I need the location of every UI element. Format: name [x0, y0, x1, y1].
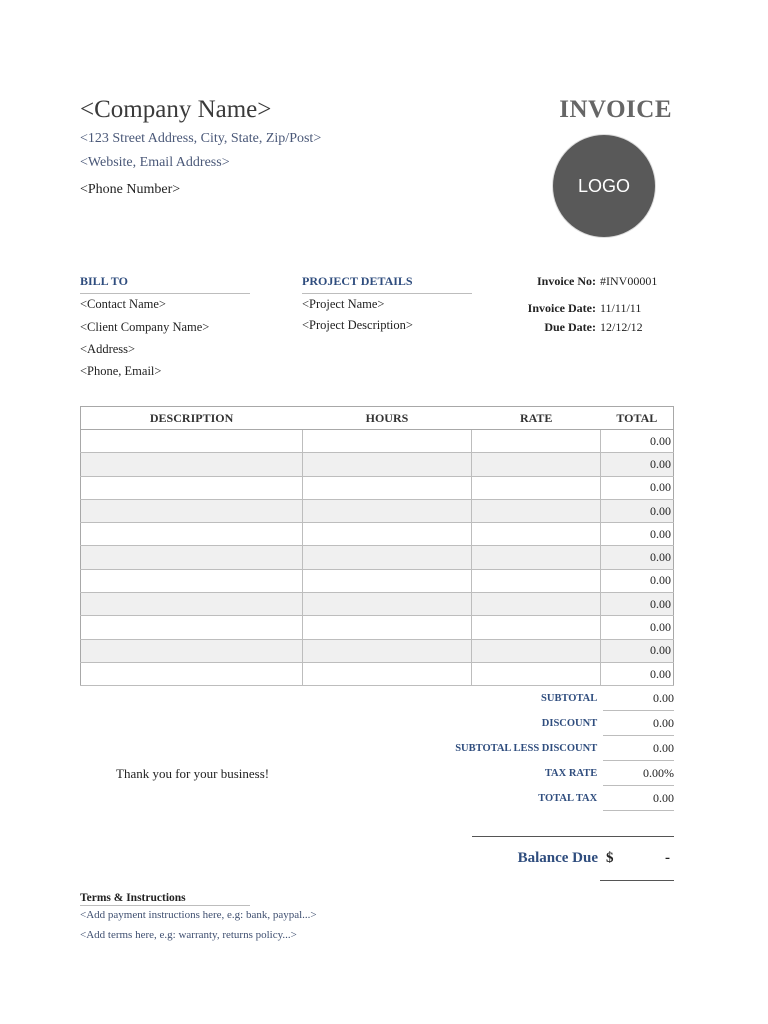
logo-text: LOGO: [577, 175, 630, 196]
cell-hours[interactable]: [302, 639, 472, 662]
table-row: [81, 453, 674, 476]
due-date-label: Due Date:: [544, 320, 596, 334]
cell-rate[interactable]: [472, 453, 601, 476]
cell-total: 0.00: [601, 430, 674, 453]
bill-to-phone-email: <Phone, Email>: [80, 364, 162, 378]
cell-rate[interactable]: [472, 639, 601, 662]
table-row: [81, 476, 674, 499]
table-row: [81, 639, 674, 662]
balance-divider-bottom: [600, 880, 674, 881]
cell-rate[interactable]: [472, 523, 601, 546]
table-row: [81, 523, 674, 546]
cell-rate[interactable]: [472, 569, 601, 592]
balance-due-label: Balance Due: [517, 850, 598, 866]
logo: [553, 135, 655, 237]
subtotal-less-discount-label: SUBTOTAL LESS DISCOUNT: [455, 743, 598, 754]
column-header-rate: RATE: [472, 407, 601, 430]
total-tax-label: TOTAL TAX: [538, 793, 598, 804]
cell-description[interactable]: [81, 499, 303, 522]
column-header-total: TOTAL: [601, 407, 674, 430]
thank-you-note: Thank you for your business!: [116, 766, 270, 781]
totals-summary: [440, 686, 674, 811]
cell-hours[interactable]: [302, 569, 472, 592]
cell-total: 0.00: [601, 593, 674, 616]
cell-total: 0.00: [601, 453, 674, 476]
terms-heading: Terms & Instructions: [80, 892, 250, 906]
company-web-email: <Website, Email Address>: [80, 155, 230, 170]
discount-label: DISCOUNT: [541, 718, 598, 729]
discount-row: [440, 711, 674, 736]
bill-to-address: <Address>: [80, 342, 136, 356]
tax-rate-row: [440, 761, 674, 786]
cell-description[interactable]: [81, 593, 303, 616]
total-tax-value: 0.00: [603, 786, 674, 811]
column-header-description: DESCRIPTION: [81, 407, 303, 430]
table-row: [81, 499, 674, 522]
balance-due-value: -: [665, 850, 670, 866]
cell-rate[interactable]: [472, 476, 601, 499]
table-row: [81, 430, 674, 453]
terms-policy: <Add terms here, e.g: warranty, returns policy...>: [80, 929, 297, 941]
tax-rate-label: TAX RATE: [544, 768, 598, 779]
subtotal-less-discount-value: 0.00: [603, 736, 674, 761]
discount-value[interactable]: 0.00: [603, 711, 674, 736]
cell-description[interactable]: [81, 430, 303, 453]
cell-total: 0.00: [601, 616, 674, 639]
subtotal-label: SUBTOTAL: [541, 693, 598, 704]
cell-hours[interactable]: [302, 546, 472, 569]
table-row: [81, 593, 674, 616]
invoice-date-value: 11/11/11: [600, 301, 642, 315]
company-phone: <Phone Number>: [80, 182, 181, 197]
cell-rate[interactable]: [472, 616, 601, 639]
table-row: [81, 546, 674, 569]
cell-total: 0.00: [601, 639, 674, 662]
cell-total: 0.00: [601, 523, 674, 546]
cell-description[interactable]: [81, 569, 303, 592]
column-header-hours: HOURS: [302, 407, 472, 430]
total-tax-row: [440, 786, 674, 811]
cell-hours[interactable]: [302, 523, 472, 546]
table-row: [81, 569, 674, 592]
balance-divider-top: [472, 836, 674, 837]
cell-total: 0.00: [601, 499, 674, 522]
cell-total: 0.00: [601, 476, 674, 499]
cell-description[interactable]: [81, 662, 303, 685]
cell-hours[interactable]: [302, 430, 472, 453]
company-name: <Company Name>: [80, 96, 272, 123]
cell-hours[interactable]: [302, 453, 472, 476]
cell-rate[interactable]: [472, 546, 601, 569]
balance-currency: $: [606, 850, 614, 866]
document-title: INVOICE: [559, 96, 672, 123]
tax-rate-value[interactable]: 0.00%: [603, 761, 674, 786]
cell-total: 0.00: [601, 662, 674, 685]
cell-total: 0.00: [601, 546, 674, 569]
cell-description[interactable]: [81, 453, 303, 476]
cell-description[interactable]: [81, 639, 303, 662]
table-row: [81, 616, 674, 639]
invoice-meta: [500, 274, 670, 335]
cell-hours[interactable]: [302, 593, 472, 616]
project-description: <Project Description>: [302, 318, 413, 332]
invoice-date-label: Invoice Date:: [527, 301, 596, 315]
cell-total: 0.00: [601, 569, 674, 592]
cell-hours[interactable]: [302, 616, 472, 639]
bill-to-company: <Client Company Name>: [80, 320, 210, 334]
bill-to-contact: <Contact Name>: [80, 297, 166, 311]
project-details-heading: PROJECT DETAILS: [302, 274, 472, 294]
subtotal-value: 0.00: [603, 686, 674, 711]
cell-hours[interactable]: [302, 662, 472, 685]
subtotal-less-discount-row: [440, 736, 674, 761]
cell-rate[interactable]: [472, 499, 601, 522]
project-name: <Project Name>: [302, 297, 385, 311]
cell-rate[interactable]: [472, 430, 601, 453]
table-row: [81, 662, 674, 685]
invoice-no-label: Invoice No:: [537, 274, 596, 288]
cell-rate[interactable]: [472, 593, 601, 616]
cell-hours[interactable]: [302, 476, 472, 499]
cell-description[interactable]: [81, 476, 303, 499]
cell-description[interactable]: [81, 546, 303, 569]
subtotal-row: [440, 686, 674, 711]
cell-description[interactable]: [81, 616, 303, 639]
cell-rate[interactable]: [472, 662, 601, 685]
line-items-table: [80, 406, 674, 686]
company-address: <123 Street Address, City, State, Zip/Post>: [80, 131, 322, 146]
due-date-value: 12/12/12: [600, 320, 643, 334]
table-header-row: [81, 407, 674, 430]
invoice-no-value: #INV00001: [600, 274, 658, 288]
cell-description[interactable]: [81, 523, 303, 546]
bill-to-heading: BILL TO: [80, 274, 250, 294]
cell-hours[interactable]: [302, 499, 472, 522]
terms-payment-instructions: <Add payment instructions here, e.g: bank, paypal...>: [80, 909, 317, 921]
